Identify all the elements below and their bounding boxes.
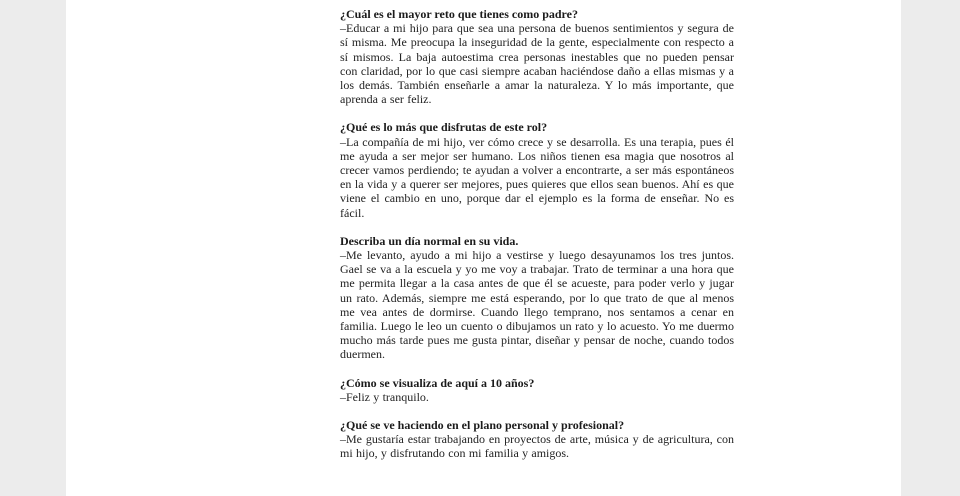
question-heading: ¿Qué es lo más que disfrutas de este rol? xyxy=(340,120,548,135)
answer-paragraph: –Me levanto, ayudo a mi hijo a vestirse y luego desayunamos los tres juntos. Gael se va a la escuela y yo me voy a trabajar. Trato de terminar a una hora que me permita llegar a la casa antes de que él se acueste, para poder verlo y jugar un rato. Además, siempre me está esperando, por lo que trato de que al menos me vea antes de dormirse. Cuando llego temprano, nos sentamos a cenar en familia. Luego le leo un cuento o dibujamos un rato y lo acuesto. Yo me duermo mucho más tarde pues me gusta pintar, diseñar y pensar de noche, cuando todos duermen. xyxy=(340,248,734,362)
qa-block xyxy=(340,234,734,362)
interview-article xyxy=(340,7,734,461)
question-heading: ¿Cómo se visualiza de aquí a 10 años? xyxy=(340,375,535,390)
document-page xyxy=(66,0,901,496)
question-heading: Describa un día normal en su vida. xyxy=(340,233,519,248)
qa-block xyxy=(340,7,734,106)
qa-block xyxy=(340,120,734,219)
answer-paragraph: –Educar a mi hijo para que sea una persona de buenos sentimientos y segura de sí misma. Me preocupa la inseguridad de la gente, especialmente con respecto a sí mismos. La baja autoestima crea personas inestables que no pueden pensar con claridad, por lo que casi siempre acaban haciéndose daño a ellas mismas y a los demás. También enseñarle a amar la naturaleza. Y lo más importante, que aprenda a ser feliz. xyxy=(340,21,734,107)
answer-paragraph: –La compañía de mi hijo, ver cómo crece y se desarrolla. Es una terapia, pues él me ayuda a ser mejor ser humano. Los niños tienen esa magia que nosotros al crecer vamos perdiendo; te ayudan a volver a encontrarte, a ser más espontáneos en la vida y a querer ser mejores, pues quieres que ellos sean buenos. Ahí es que viene el cambio en uno, porque dar el ejemplo es la forma de enseñar. No es fácil. xyxy=(340,134,734,220)
answer-paragraph: –Me gustaría estar trabajando en proyectos de arte, música y de agricultura, con mi hijo, y disfrutando con mi familia y amigos. xyxy=(340,432,734,461)
question-heading: ¿Cuál es el mayor reto que tienes como padre? xyxy=(340,7,578,21)
right-margin-gutter xyxy=(901,0,960,496)
qa-block xyxy=(340,418,734,461)
question-heading: ¿Qué se ve haciendo en el plano personal y profesional? xyxy=(340,418,625,433)
left-margin-gutter xyxy=(0,0,66,496)
qa-block xyxy=(340,376,734,404)
answer-paragraph: –Feliz y tranquilo. xyxy=(340,389,429,404)
